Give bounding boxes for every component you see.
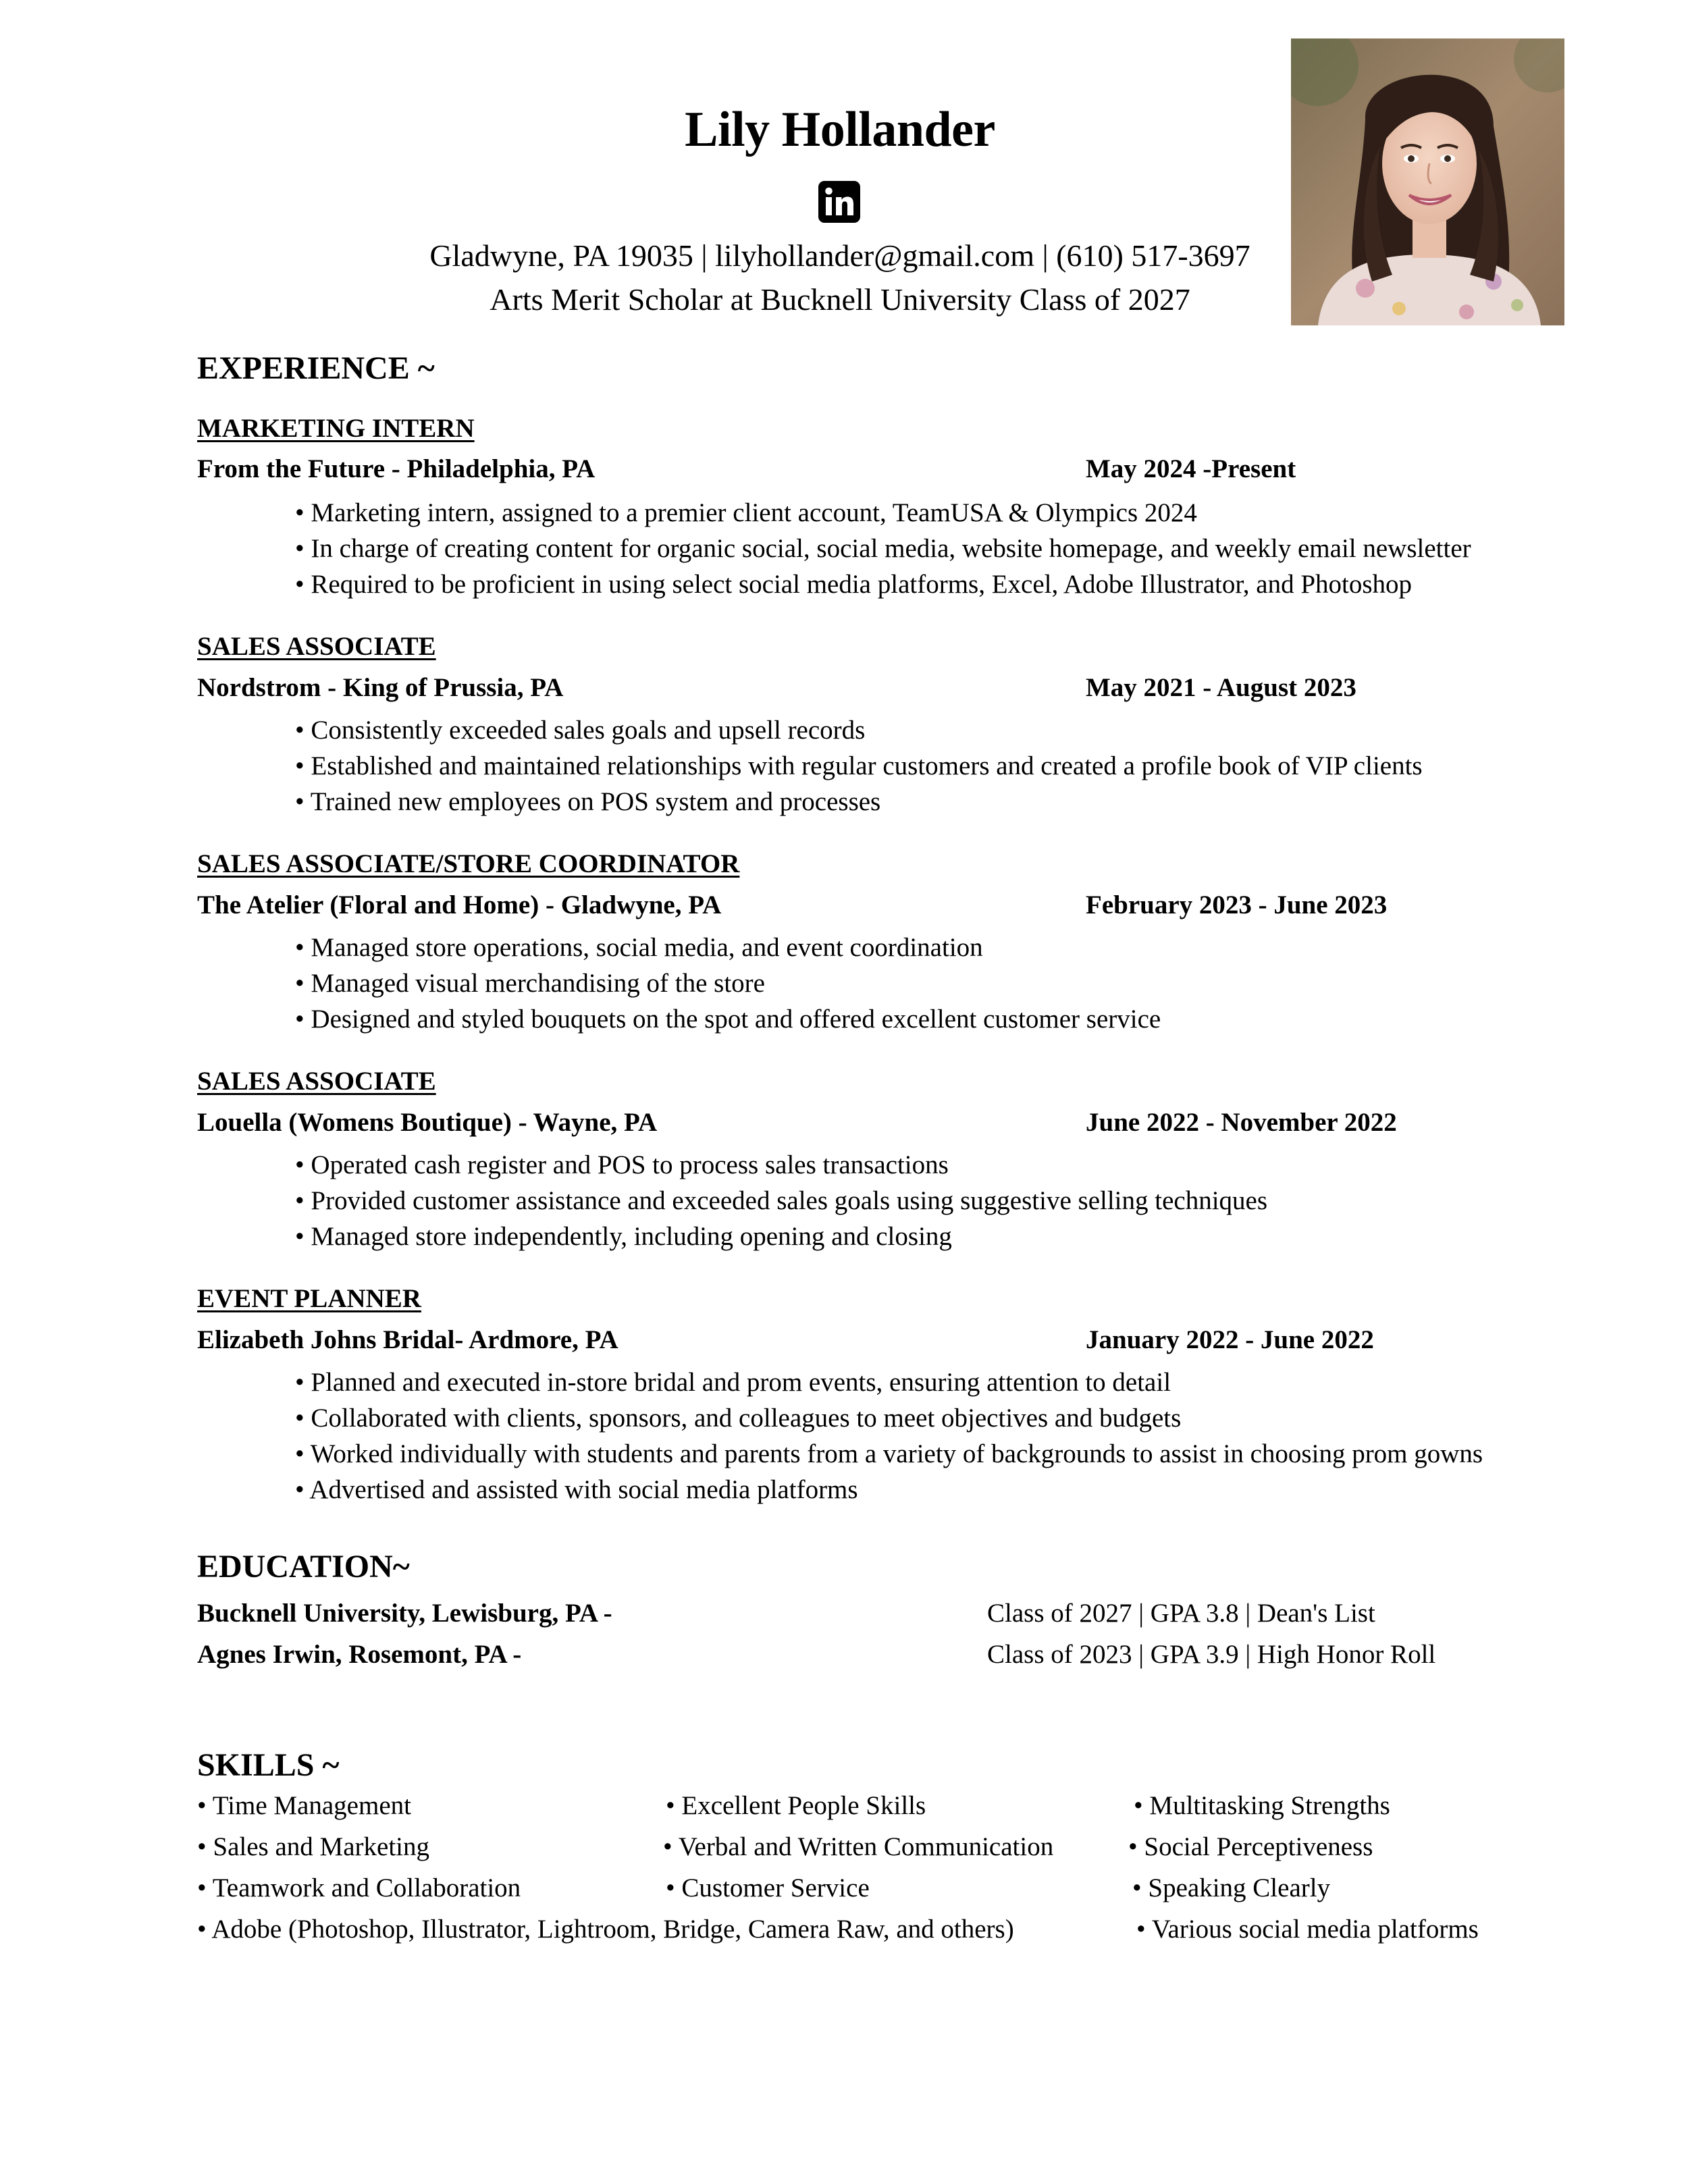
job-dates: February 2023 - June 2023 — [1086, 890, 1388, 920]
job-role: SALES ASSOCIATE/STORE COORDINATOR — [197, 849, 740, 878]
job-bullet: • Operated cash register and POS to process sales transactions — [295, 1150, 949, 1179]
job-bullet: • Provided customer assistance and exceeded sales goals using suggestive selling techniques — [295, 1186, 1268, 1215]
skill-item: • Customer Service — [666, 1873, 870, 1902]
job-dates: January 2022 - June 2022 — [1086, 1325, 1374, 1354]
linkedin-icon[interactable] — [818, 181, 860, 223]
job-role: SALES ASSOCIATE — [197, 1067, 436, 1096]
job-role: SALES ASSOCIATE — [197, 632, 436, 661]
job-bullet: • Managed visual merchandising of the store — [295, 969, 765, 998]
skill-item: • Adobe (Photoshop, Illustrator, Lightroom, Bridge, Camera Raw, and others) — [197, 1915, 1014, 1944]
job-role: EVENT PLANNER — [197, 1284, 421, 1313]
job-role: MARKETING INTERN — [197, 414, 475, 443]
job-bullet: • Worked individually with students and parents from a variety of backgrounds to assist in choosing prom gowns — [295, 1439, 1483, 1468]
job-bullet: • Managed store operations, social media, and event coordination — [295, 933, 983, 962]
education-school: Bucknell University, Lewisburg, PA - — [197, 1599, 612, 1628]
skill-item: • Speaking Clearly — [1132, 1873, 1331, 1902]
job-dates: May 2021 - August 2023 — [1086, 673, 1356, 702]
job-bullet: • Managed store independently, including opening and closing — [295, 1222, 952, 1251]
job-bullet: • Marketing intern, assigned to a premier client account, TeamUSA & Olympics 2024 — [295, 498, 1197, 527]
job-bullet: • Trained new employees on POS system and processes — [295, 787, 881, 816]
skill-item: • Verbal and Written Communication — [663, 1832, 1054, 1861]
job-dates: May 2024 -Present — [1086, 454, 1296, 483]
job-bullet: • Advertised and assisted with social media platforms — [295, 1475, 858, 1504]
skill-item: • Sales and Marketing — [197, 1832, 429, 1861]
job-bullet: • Established and maintained relationships with regular customers and created a profile book of VIP clients — [295, 751, 1423, 780]
skill-item: • Social Perceptiveness — [1128, 1832, 1373, 1861]
contact-line: Gladwyne, PA 19035 | lilyhollander@gmail.com | (610) 517-3697 — [429, 238, 1250, 273]
tagline: Arts Merit Scholar at Bucknell University Class of 2027 — [490, 282, 1190, 317]
job-bullet: • Planned and executed in-store bridal and prom events, ensuring attention to detail — [295, 1368, 1171, 1397]
portrait-photo — [1291, 38, 1564, 325]
education-info: Class of 2023 | GPA 3.9 | High Honor Roll — [987, 1640, 1436, 1669]
skills-heading: SKILLS ~ — [197, 1747, 340, 1783]
skill-item: • Excellent People Skills — [666, 1791, 926, 1820]
education-school: Agnes Irwin, Rosemont, PA - — [197, 1640, 522, 1669]
job-company: Elizabeth Johns Bridal- Ardmore, PA — [197, 1325, 618, 1354]
resume-name: Lily Hollander — [685, 102, 995, 157]
skill-item: • Multitasking Strengths — [1134, 1791, 1390, 1820]
job-bullet: • In charge of creating content for organic social, social media, website homepage, and weekly email newsletter — [295, 534, 1471, 563]
job-company: Nordstrom - King of Prussia, PA — [197, 673, 564, 702]
job-company: The Atelier (Floral and Home) - Gladwyne, PA — [197, 890, 722, 920]
job-dates: June 2022 - November 2022 — [1086, 1108, 1397, 1137]
job-bullet: • Collaborated with clients, sponsors, and colleagues to meet objectives and budgets — [295, 1404, 1182, 1433]
skill-item: • Time Management — [197, 1791, 411, 1820]
job-bullet: • Consistently exceeded sales goals and upsell records — [295, 716, 866, 745]
job-company: From the Future - Philadelphia, PA — [197, 454, 596, 483]
job-bullet: • Required to be proficient in using select social media platforms, Excel, Adobe Illustrator, and Photoshop — [295, 570, 1413, 599]
job-company: Louella (Womens Boutique) - Wayne, PA — [197, 1108, 658, 1137]
job-bullet: • Designed and styled bouquets on the spot and offered excellent customer service — [295, 1005, 1161, 1034]
skill-item: • Teamwork and Collaboration — [197, 1873, 521, 1902]
education-info: Class of 2027 | GPA 3.8 | Dean's List — [987, 1599, 1375, 1628]
education-heading: EDUCATION~ — [197, 1549, 410, 1584]
skill-item: • Various social media platforms — [1136, 1915, 1479, 1944]
experience-heading: EXPERIENCE ~ — [197, 350, 435, 386]
